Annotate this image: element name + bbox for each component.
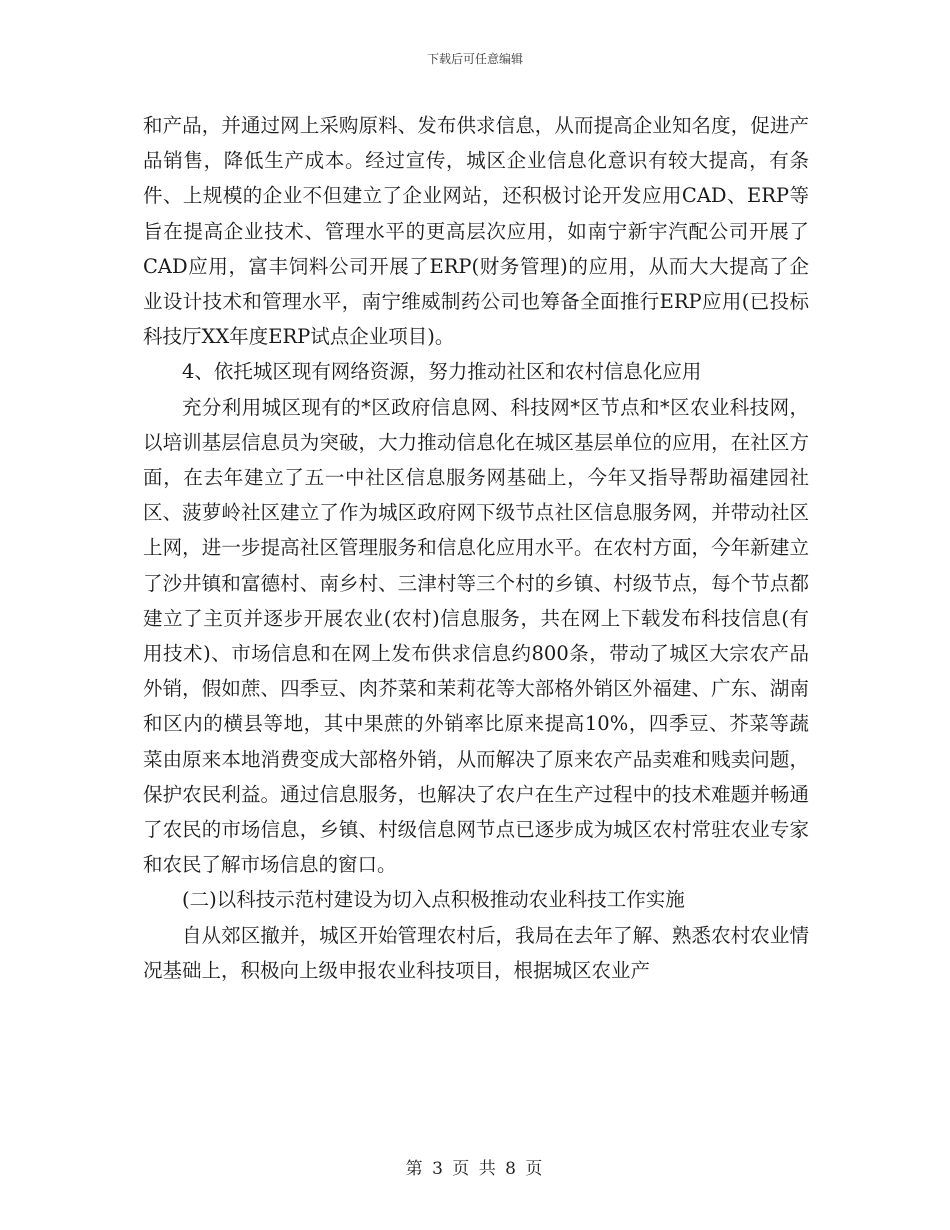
paragraph-agricultural-tech-start: 自从郊区撤并，城区开始管理农村后，我局在去年了解、熟悉农村农业情况基础上，积极向上级申报农业科技项目，根据城区农业产 [143, 923, 809, 982]
paragraph-enterprise-informatization: 和产品，并通过网上采购原料、发布供求信息，从而提高企业知名度，促进产品销售，降低生产成本。经过宣传，城区企业信息化意识有较大提高，有条件、上规模的企业不但建立了企业网站，还积极讨论开发应用CAD、ERP等旨在提高企业技术、管理水平的更高层次应用，如南宁新宇汽配公司开展了CAD应用，富丰饲料公司开展了ERP(财务管理)的应用，从而大大提高了企业设计技术和管理水平，南宁维威制药公司也筹备全面推行ERP应用(已投标科技厅XX年度ERP试点企业项目)。 [143, 114, 809, 349]
page-number-footer: 第 3 页 共 8 页 [405, 1159, 545, 1179]
section-heading-community-rural-informatization: 4、依托城区现有网络资源，努力推动社区和农村信息化应用 [182, 360, 702, 384]
section-heading-agricultural-tech-demo: (二)以科技示范村建设为切入点积极推动农业科技工作实施 [182, 888, 685, 912]
document-body [143, 108, 809, 988]
paragraph-community-rural-details: 充分利用城区现有的*区政府信息网、科技网*区节点和*区农业科技网，以培训基层信息员为突破，大力推动信息化在城区基层单位的应用，在社区方面，在去年建立了五一中社区信息服务网基础上，今年又指导帮助福建园社区、菠萝岭社区建立了作为城区政府网下级节点社区信息服务网，并带动社区上网，进一步提高社区管理服务和信息化应用水平。在农村方面，今年新建立了沙井镇和富德村、南乡村、三津村等三个村的乡镇、村级节点，每个节点都建立了主页并逐步开展农业(农村)信息服务，共在网上下载发布科技信息(有用技术)、市场信息和在网上发布供求信息约800条，带动了城区大宗农产品外销，假如蔗、四季豆、肉芥菜和茉莉花等大部格外销区外福建、广东、湖南和区内的横县等地，其中果蔗的外销率比原来提高10%，四季豆、芥菜等蔬菜由原来本地消费变成大部格外销，从而解决了原来农产品卖难和贱卖问题，保护农民利益。通过信息服务，也解决了农户在生产过程中的技术难题并畅通了农民的市场信息，乡镇、村级信息网节点已逐步成为城区农村常驻农业专家和农民了解市场信息的窗口。 [143, 395, 809, 877]
page-header: 下载后可任意编辑 [426, 52, 523, 66]
